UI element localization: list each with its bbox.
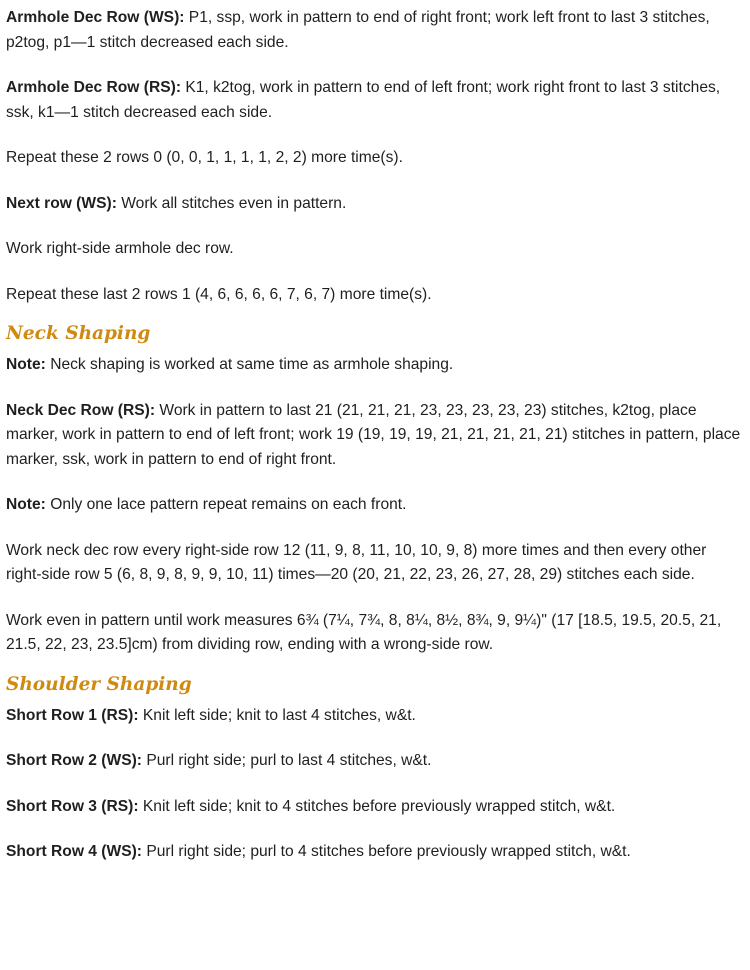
armhole-dec-row-rs — [6, 76, 742, 125]
shoulder-shaping-heading: Shoulder Shaping — [6, 673, 192, 695]
row-text: Work right-side armhole dec row. — [6, 240, 234, 257]
neck-shaping-heading: Neck Shaping — [6, 323, 151, 344]
row-text: Purl right side; purl to 4 stitches before previously wrapped stitch, w&t. — [142, 843, 631, 860]
pattern-instructions-page — [6, 6, 742, 886]
row-text: Purl right side; purl to last 4 stitches, w&t. — [142, 752, 432, 769]
note-label: Note: — [6, 496, 46, 513]
row-text: Work all stitches even in pattern. — [116, 194, 347, 212]
note-label: Note: — [6, 356, 46, 373]
repeat-last-two-rows-instruction — [6, 283, 742, 308]
row-label: Armhole Dec Row (WS): — [6, 9, 185, 26]
row-label: Short Row 1 (RS): — [6, 706, 139, 724]
neck-dec-row-rs — [6, 399, 742, 473]
neck-note — [6, 353, 742, 378]
row-text: Repeat these last 2 rows 1 (4, 6, 6, 6, 6, 7, 6, 7) more time(s). — [6, 285, 432, 303]
row-label: Next row (WS): — [6, 194, 117, 212]
row-label: Armhole Dec Row (RS): — [6, 79, 182, 96]
repeat-two-rows-instruction — [6, 146, 742, 171]
row-text: Work even in pattern until work measures 6¾ (7¼, 7¾, 8, 8¼, 8½, 8¾, 9, 9¼)" (17 [18.5, 19.5, 20.5, 21, 21.5, 22, 23, 23.5]cm) from dividing row, ending with a wrong-side row. — [6, 611, 722, 653]
note-text: Neck shaping is worked at same time as armhole shaping. — [45, 356, 454, 373]
lace-repeat-note — [6, 493, 742, 518]
short-row-4 — [6, 840, 742, 865]
row-text: Repeat these 2 rows 0 (0, 0, 1, 1, 1, 1, 2, 2) more time(s). — [6, 149, 403, 166]
work-even-instruction — [6, 609, 742, 658]
short-row-3 — [6, 795, 742, 820]
neck-dec-repeat-instruction — [6, 539, 742, 588]
row-text: P1, ssp, work in pattern to end of right front; work left front to last 3 stitches, p2tog, p1—1 stitch decreased each side. — [6, 9, 710, 51]
row-text: Work neck dec row every right-side row 12 (11, 9, 8, 11, 10, 10, 9, 8) more times and then every other right-side row 5 (6, 8, 9, 8, 9, 9, 10, 11) times—20 (20, 21, 22, 23, 26, 27, 28, 29) stitches each side. — [6, 541, 707, 583]
armhole-dec-row-ws — [6, 6, 742, 55]
row-label: Short Row 4 (WS): — [6, 843, 142, 860]
row-text: K1, k2tog, work in pattern to end of left front; work right front to last 3 stitches, ssk, k1—1 stitch decreased each side. — [6, 79, 721, 121]
next-row-ws — [6, 192, 742, 217]
row-label: Short Row 2 (WS): — [6, 752, 142, 769]
row-text: Knit left side; knit to 4 stitches before previously wrapped stitch, w&t. — [138, 797, 616, 815]
row-text: Work in pattern to last 21 (21, 21, 21, 23, 23, 23, 23, 23) stitches, k2tog, place marker, work in pattern to end of left front; work 19 (19, 19, 19, 21, 21, 21, 21, 21) stitches in pattern, place marker, ssk, work in pattern to end of right front. — [6, 401, 741, 468]
row-text: Knit left side; knit to last 4 stitches, w&t. — [138, 706, 416, 724]
note-text: Only one lace pattern repeat remains on each front. — [45, 496, 407, 513]
short-row-1 — [6, 704, 742, 729]
row-label: Short Row 3 (RS): — [6, 797, 139, 815]
row-label: Neck Dec Row (RS): — [6, 401, 156, 419]
short-row-2 — [6, 749, 742, 774]
work-rs-armhole-dec-row — [6, 237, 742, 262]
